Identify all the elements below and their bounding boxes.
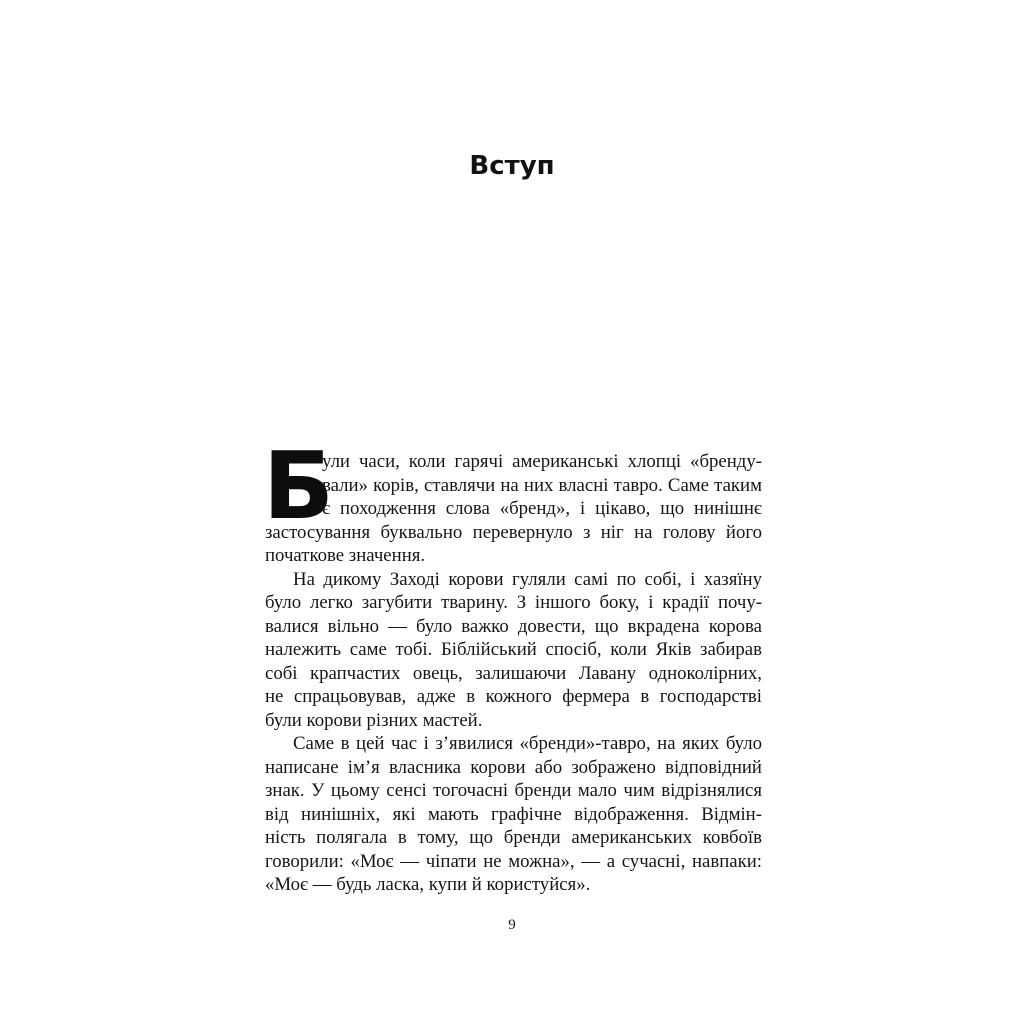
text-line: від нинішніх, які мають графічне відображення. Відмін- — [265, 803, 762, 825]
text-line: На дикому Заході корови гуляли самі по собі, і хазяїну — [293, 568, 762, 590]
text-line: написане ім’я власника корови або зображено відповідний — [265, 756, 762, 778]
body-text — [263, 432, 762, 897]
text-line: було легко загубити тварину. З іншого боку, і крадії почу- — [265, 592, 762, 613]
text-line: є походження слова «бренд», і цікаво, що нинішнє — [322, 498, 762, 519]
text-line: валися вільно — було важко довести, що вкрадена корова — [265, 615, 762, 637]
text-line: ули часи, коли гарячі американські хлопці «бренду- — [322, 451, 762, 472]
text-line: вали» корів, ставлячи на них власні тавро. Саме таким — [322, 474, 762, 496]
chapter-title: Вступ — [469, 151, 555, 181]
text-line: «Моє — будь ласка, купи й користуйся». — [265, 874, 591, 895]
text-line: не спрацьовував, адже в кожного фермера в господарстві — [265, 686, 762, 707]
text-line: ність полягала в тому, що бренди американських ковбоїв — [265, 827, 762, 848]
text-line: собі крапчастих овець, залишаючи Лавану одноколірних, — [265, 662, 762, 684]
text-line: належить саме тобі. Біблійський спосіб, коли Яків забирав — [265, 639, 762, 660]
text-line: початкове значення. — [265, 545, 426, 566]
drop-cap-letter: Б — [263, 432, 334, 540]
text-line: говорили: «Моє — чіпати не можна», — а сучасні, навпаки: — [265, 850, 762, 872]
text-line: застосування буквально перевернуло з ніг на голову його — [265, 521, 762, 543]
text-line: були корови різних мастей. — [265, 709, 483, 731]
text-line: знак. У цьому сенсі тогочасні бренди мало чим відрізнялися — [265, 780, 762, 801]
page-number: 9 — [508, 917, 516, 933]
text-line: Саме в цей час і з’явилися «бренди»-тавро, на яких було — [293, 733, 762, 754]
